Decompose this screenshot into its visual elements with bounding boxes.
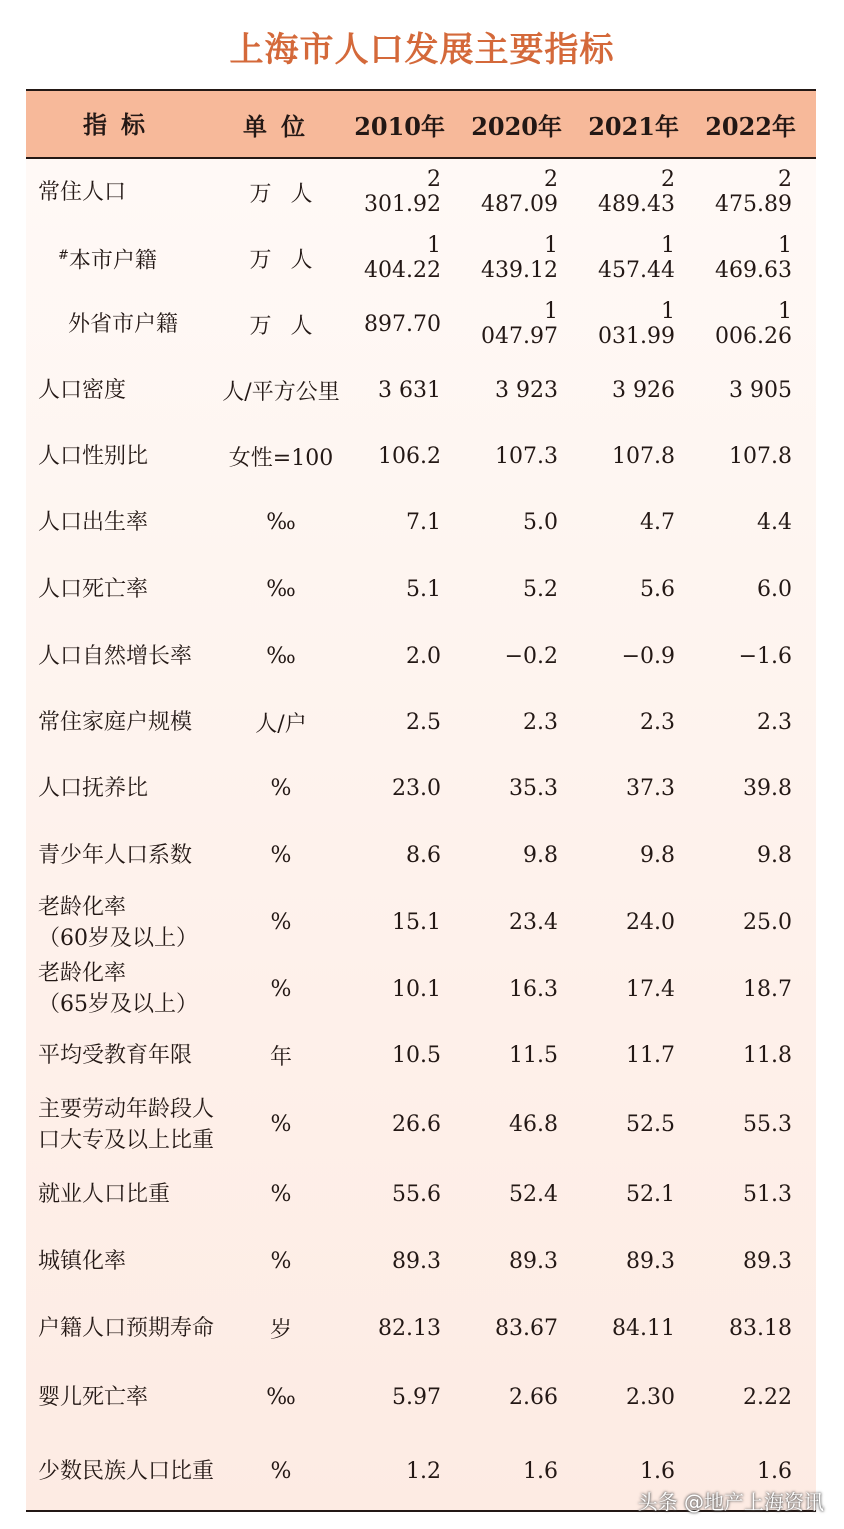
indicator-name bbox=[26, 641, 216, 672]
indicator-label-line2: 口大专及以上比重 bbox=[38, 1127, 215, 1153]
unit-cell: % bbox=[270, 1182, 292, 1207]
value-cell: 35.3 bbox=[509, 776, 558, 801]
indicator-name bbox=[26, 574, 216, 605]
value-cell: 52.5 bbox=[626, 1112, 675, 1137]
value-cell: 107.8 bbox=[612, 443, 675, 469]
value-cell: 9.8 bbox=[523, 843, 558, 868]
value-cell: 107.8 bbox=[729, 443, 792, 469]
unit-cell: ‰ bbox=[266, 1384, 296, 1410]
value-cell: 1 404.22 bbox=[364, 233, 441, 283]
indicator-name bbox=[26, 177, 216, 208]
indicator-label: 本市户籍 bbox=[68, 248, 157, 274]
unit-cell: % bbox=[270, 1249, 292, 1274]
table-row bbox=[26, 1362, 816, 1432]
value-cell: 24.0 bbox=[626, 910, 675, 935]
indicator-label: 人口死亡率 bbox=[38, 577, 149, 602]
table-row bbox=[26, 956, 816, 1022]
value-cell: 23.0 bbox=[392, 776, 441, 801]
indicator-name bbox=[26, 707, 216, 738]
header-year: 2010年 bbox=[354, 111, 445, 141]
value-cell: 51.3 bbox=[743, 1182, 792, 1207]
indicator-label: 人口抚养比 bbox=[38, 776, 149, 801]
indicator-label: 青少年人口系数 bbox=[38, 843, 193, 868]
indicator-name bbox=[26, 958, 216, 1020]
value-cell: 1 031.99 bbox=[598, 299, 675, 349]
table-row bbox=[26, 225, 816, 291]
unit-cell: 万 人 bbox=[249, 313, 313, 339]
value-cell: 2.22 bbox=[743, 1384, 792, 1410]
value-cell: 107.3 bbox=[495, 443, 558, 469]
indicator-label: 主要劳动年龄段人 bbox=[38, 1096, 215, 1122]
indicator-label: 婴儿死亡率 bbox=[38, 1384, 149, 1410]
indicator-name bbox=[26, 840, 216, 871]
watermark: 头条 @地产上海资讯 bbox=[637, 1490, 824, 1514]
table-row bbox=[26, 1022, 816, 1088]
unit-cell: 人/户 bbox=[255, 711, 307, 737]
unit-cell: 万 人 bbox=[249, 247, 313, 273]
indicator-name bbox=[26, 1313, 216, 1344]
table-header bbox=[26, 91, 816, 159]
table-row bbox=[26, 755, 816, 822]
value-cell: 18.7 bbox=[743, 976, 792, 1002]
value-cell: 9.8 bbox=[757, 843, 792, 868]
table-row bbox=[26, 1088, 816, 1161]
value-cell: 23.4 bbox=[509, 910, 558, 935]
value-cell: 1.6 bbox=[523, 1458, 558, 1484]
value-cell: 52.4 bbox=[509, 1182, 558, 1207]
value-cell: 11.8 bbox=[743, 1042, 792, 1068]
value-cell: 37.3 bbox=[626, 776, 675, 801]
value-cell: 2 489.43 bbox=[598, 167, 675, 217]
indicator-name bbox=[26, 1246, 216, 1277]
value-cell: 5.2 bbox=[523, 577, 558, 602]
value-cell: 52.1 bbox=[626, 1182, 675, 1207]
value-cell: 5.0 bbox=[523, 510, 558, 535]
indicator-label: 户籍人口预期寿命 bbox=[38, 1316, 215, 1341]
value-cell: 3 926 bbox=[612, 377, 675, 403]
value-cell: 1 439.12 bbox=[481, 233, 558, 283]
value-cell: 83.18 bbox=[729, 1316, 792, 1341]
value-cell: 16.3 bbox=[509, 976, 558, 1002]
value-cell: −0.9 bbox=[621, 643, 675, 669]
value-cell: 83.67 bbox=[495, 1316, 558, 1341]
value-cell: 84.11 bbox=[612, 1316, 675, 1341]
value-cell: 8.6 bbox=[406, 843, 441, 868]
value-cell: 1.6 bbox=[640, 1458, 675, 1484]
unit-cell: ‰ bbox=[266, 643, 296, 669]
value-cell: 3 905 bbox=[729, 377, 792, 403]
table-row bbox=[26, 556, 816, 623]
value-cell: 46.8 bbox=[509, 1112, 558, 1137]
value-cell: 106.2 bbox=[378, 443, 441, 469]
value-cell: 89.3 bbox=[743, 1249, 792, 1274]
indicator-label: 平均受教育年限 bbox=[38, 1042, 193, 1068]
value-cell: 7.1 bbox=[406, 510, 441, 535]
value-cell: 2.66 bbox=[509, 1384, 558, 1410]
value-cell: 4.7 bbox=[640, 510, 675, 535]
value-cell: 5.97 bbox=[392, 1384, 441, 1410]
table-row bbox=[26, 291, 816, 357]
indicator-name bbox=[26, 1179, 216, 1210]
value-cell: 10.1 bbox=[392, 976, 441, 1002]
value-cell: 39.8 bbox=[743, 776, 792, 801]
value-cell: 11.7 bbox=[626, 1042, 675, 1068]
indicator-label: 少数民族人口比重 bbox=[38, 1458, 215, 1484]
indicator-name bbox=[26, 1456, 216, 1487]
indicator-name bbox=[26, 441, 216, 472]
table-row bbox=[26, 1228, 816, 1295]
value-cell: 2 487.09 bbox=[481, 167, 558, 217]
indicator-label: 外省市户籍 bbox=[68, 311, 179, 337]
unit-cell: ‰ bbox=[266, 510, 296, 535]
table-row bbox=[26, 623, 816, 689]
unit-cell: 年 bbox=[269, 1044, 292, 1070]
table-row bbox=[26, 1161, 816, 1228]
indicator-label-line2: （65岁及以上） bbox=[38, 992, 198, 1017]
indicator-label: 老龄化率 bbox=[38, 961, 127, 986]
value-cell: 10.5 bbox=[392, 1042, 441, 1068]
value-cell: 2 301.92 bbox=[364, 167, 441, 217]
table-row bbox=[26, 689, 816, 755]
unit-cell: % bbox=[270, 976, 292, 1002]
value-cell: 1 469.63 bbox=[715, 233, 792, 283]
unit-cell: ‰ bbox=[266, 577, 296, 602]
table-row bbox=[26, 159, 816, 225]
value-cell: 9.8 bbox=[640, 843, 675, 868]
value-cell: 15.1 bbox=[392, 910, 441, 935]
value-cell: 11.5 bbox=[509, 1042, 558, 1068]
header-unit: 单位 bbox=[243, 111, 319, 141]
value-cell: −1.6 bbox=[738, 643, 792, 669]
value-cell: 55.6 bbox=[392, 1182, 441, 1207]
value-cell: 1.2 bbox=[406, 1458, 441, 1484]
table-row bbox=[26, 889, 816, 956]
unit-cell: 万 人 bbox=[249, 181, 313, 207]
indicator-label: 常住人口 bbox=[38, 179, 127, 205]
header-year: 2022年 bbox=[705, 111, 796, 141]
value-cell: 3 631 bbox=[378, 377, 441, 403]
unit-cell: % bbox=[270, 843, 292, 868]
footnote-mark: # bbox=[58, 247, 69, 263]
unit-cell: % bbox=[270, 910, 292, 935]
indicator-label: 人口密度 bbox=[38, 377, 127, 403]
value-cell: 1.6 bbox=[757, 1458, 792, 1484]
value-cell: 5.1 bbox=[406, 577, 441, 602]
indicator-label: 人口自然增长率 bbox=[38, 643, 193, 669]
value-cell: 25.0 bbox=[743, 910, 792, 935]
value-cell: 89.3 bbox=[626, 1249, 675, 1274]
indicator-name bbox=[26, 309, 216, 340]
indicator-label: 城镇化率 bbox=[38, 1249, 127, 1274]
page-title: 上海市人口发展主要指标 bbox=[229, 30, 615, 70]
table-row bbox=[26, 423, 816, 489]
value-cell: 89.3 bbox=[509, 1249, 558, 1274]
table-body bbox=[26, 159, 816, 1510]
unit-cell: % bbox=[270, 1458, 292, 1484]
value-cell: −0.2 bbox=[504, 643, 558, 669]
value-cell: 1 457.44 bbox=[598, 233, 675, 283]
indicator-label: 人口出生率 bbox=[38, 510, 149, 535]
value-cell: 4.4 bbox=[757, 510, 792, 535]
table-row bbox=[26, 1295, 816, 1362]
indicator-label: 常住家庭户规模 bbox=[38, 709, 193, 735]
value-cell: 2.5 bbox=[406, 709, 441, 735]
unit-cell: 女性=100 bbox=[228, 445, 334, 471]
indicator-name bbox=[26, 240, 216, 276]
indicator-label: 人口性别比 bbox=[38, 443, 149, 469]
unit-cell: 人/平方公里 bbox=[222, 379, 340, 405]
unit-cell: % bbox=[270, 776, 292, 801]
value-cell: 2.3 bbox=[640, 709, 675, 735]
value-cell: 2 475.89 bbox=[715, 167, 792, 217]
indicator-label: 就业人口比重 bbox=[38, 1182, 171, 1207]
value-cell: 2.3 bbox=[757, 709, 792, 735]
indicator-name bbox=[26, 773, 216, 804]
value-cell: 26.6 bbox=[392, 1112, 441, 1137]
indicator-name bbox=[26, 1094, 216, 1156]
value-cell: 2.30 bbox=[626, 1384, 675, 1410]
indicator-name bbox=[26, 507, 216, 538]
table-row bbox=[26, 822, 816, 889]
value-cell: 5.6 bbox=[640, 577, 675, 602]
indicator-name bbox=[26, 892, 216, 954]
value-cell: 89.3 bbox=[392, 1249, 441, 1274]
table-row bbox=[26, 489, 816, 556]
unit-cell: % bbox=[270, 1112, 292, 1137]
value-cell: 82.13 bbox=[378, 1316, 441, 1341]
value-cell: 2.3 bbox=[523, 709, 558, 735]
indicators-table bbox=[26, 89, 816, 1512]
value-cell: 55.3 bbox=[743, 1112, 792, 1137]
indicator-label-line2: （60岁及以上） bbox=[38, 925, 198, 951]
value-cell: 17.4 bbox=[626, 976, 675, 1002]
header-year: 2021年 bbox=[588, 111, 679, 141]
value-cell: 3 923 bbox=[495, 377, 558, 403]
value-cell: 1 047.97 bbox=[481, 299, 558, 349]
indicator-label: 老龄化率 bbox=[38, 894, 127, 920]
value-cell: 6.0 bbox=[757, 577, 792, 602]
indicator-name bbox=[26, 1040, 216, 1071]
header-indicator: 指标 bbox=[83, 109, 159, 139]
value-cell: 897.70 bbox=[364, 311, 441, 337]
header-year: 2020年 bbox=[471, 111, 562, 141]
value-cell: 1 006.26 bbox=[715, 299, 792, 349]
indicator-name bbox=[26, 1382, 216, 1413]
table-row bbox=[26, 357, 816, 423]
value-cell: 2.0 bbox=[406, 643, 441, 669]
unit-cell: 岁 bbox=[269, 1318, 292, 1343]
indicator-name bbox=[26, 375, 216, 406]
